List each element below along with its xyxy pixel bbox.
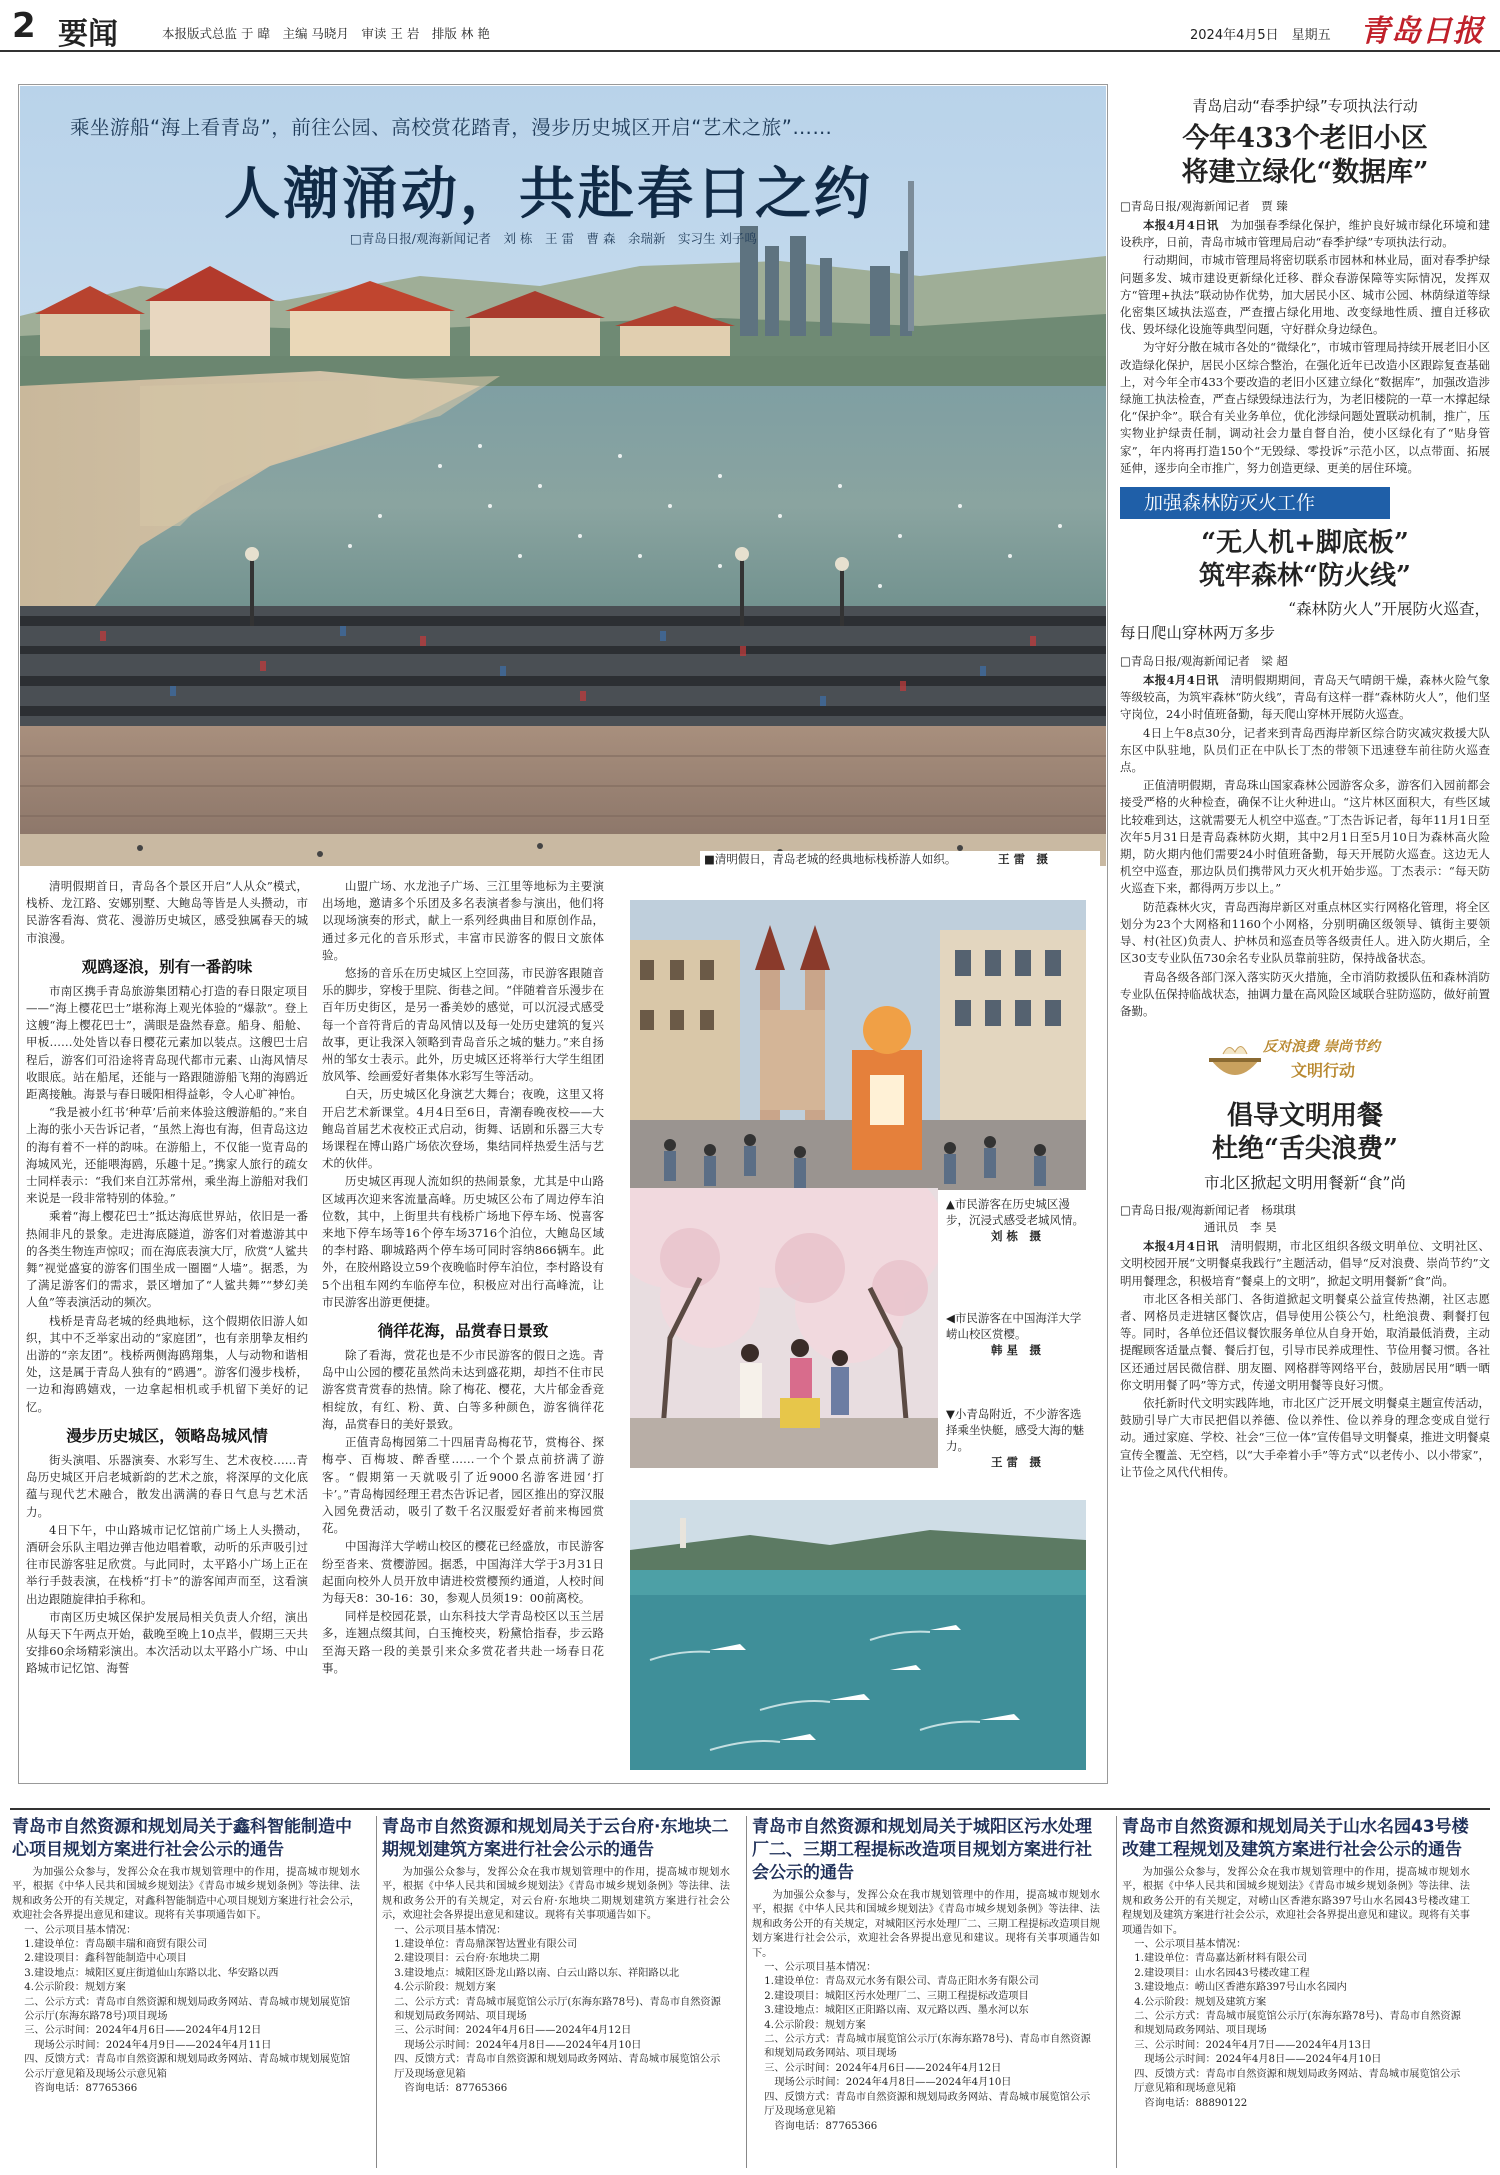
paragraph: 市北区各相关部门、各街道掀起文明餐桌公益宣传热潮，社区志愿者、网格员走进辖区餐饮店，倡导使用公筷公勺，杜绝浪费、剩餐打包等。同时，各单位还倡议餐饮服务单位从自身开始，取消最低消费，主动提醒顾客适量点餐、餐后打包，引导市民养成理性、节俭用餐习惯。各社区还通过居民微信群、朋友圈、网格群等网络平台，鼓励居民用“晒一晒你文明用餐了吗”等方式，传递文明用餐等良好习惯。 — [1120, 1291, 1490, 1392]
article-dining-byline-1: □青岛日报/观海新闻记者 杨琪琪 — [1120, 1203, 1296, 1218]
notice-line: 咨询电话：87765366 — [394, 2083, 508, 2095]
notice-line: 4.公示阶段：规划及建筑方案 — [1134, 1996, 1267, 2008]
header-rule — [0, 50, 1500, 52]
article-dining-body — [1120, 1238, 1490, 1481]
notice-line: 3.建设地点：城阳区夏庄街道仙山东路以北、华安路以西 — [24, 1967, 279, 1979]
paragraph: 青岛各级各部门深入落实防灭火措施，全市消防救援队伍和森林消防专业队伍保持临战状态，抽调力量在高风险区域联合驻防巡防，做好前置备勤。 — [1120, 969, 1490, 1018]
paragraph: 山盟广场、水龙池子广场、三江里等地标为主要演出场地，邀请多个乐团及多名表演者参与演出，他们将以现场演奏的形式，献上一系列经典曲目和原创作品，通过多元化的音乐形式，丰富市民游客的假日文旅体验。 — [322, 879, 604, 962]
paragraph: 清明假期首日，青岛各个景区开启“人从众”模式，栈桥、龙江路、安娜别墅、大鲍岛等皆是人头攒动，市民游客看海、赏花、漫游历史城区，感受独属春天的城市浪漫。 — [26, 879, 308, 945]
notice-line: 2.建设项目：鑫科智能制造中心项目 — [24, 1953, 187, 1965]
subheading: 徜徉花海，品赏春日景致 — [377, 1322, 549, 1341]
forest-fire-banner — [1120, 487, 1390, 519]
paragraph: 白天，历史城区化身演艺大舞台；夜晚，这里又将开启艺术新课堂。4月4日至6日，青潮春晚夜校——大鲍岛首届艺术夜校正式启动，街舞、话剧和乐器三大专场课程在博山路广场依次登场，集结同样热爱生活与艺术的伙伴。 — [322, 1087, 604, 1171]
article-fire-byline: □青岛日报/观海新闻记者 梁 超 — [1120, 654, 1288, 669]
lead-main-caption — [700, 851, 1100, 867]
notice-line: 4.公示阶段：规划方案 — [24, 1982, 126, 1994]
article-fire-body — [1120, 672, 1490, 1020]
notice-line: 一、公示项目基本情况： — [394, 1924, 507, 1936]
caption-credit: 韩 星 摄 — [990, 1343, 1041, 1357]
notice-title: 青岛市自然资源和规划局关于鑫科智能制造中心项目规划方案进行社会公示的通告 — [12, 1817, 352, 1860]
notice-divider — [1116, 1816, 1117, 2168]
notice-title: 青岛市自然资源和规划局关于城阳区污水处理厂二、三期工程提标改造项目规划方案进行社会公示的通告 — [752, 1817, 1092, 1883]
notice-line: 1.建设单位：青岛双元水务有限公司、青岛正阳水务有限公司 — [764, 1976, 1039, 1988]
dateline: 本报4月4日讯 — [1143, 218, 1219, 232]
notice-title: 青岛市自然资源和规划局关于山水名园43号楼改建工程规划及建筑方案进行社会公示的通告 — [1122, 1817, 1469, 1860]
notice-line: 四、反馈方式：青岛市自然资源和规划局政务网站、青岛城市规划展览馆公示厅意见箱及现场公示意见箱 — [24, 2054, 351, 2080]
paragraph: 行动期间，市城市管理局将密切联系市园林和林业局，面对春季护绿问题多发、城市建设更新绿化迁移、群众春游保障等实际情况，发挥双方“管理+执法”联动协作优势，加大居民小区、城市公园、林荫绿道等绿化密集区域执法巡查，严查擅占绿化用地、改变绿地性质、擅自迁移砍伐、毁坏绿化设施等典型问题，守好群众身边绿色。 — [1120, 253, 1490, 337]
notice-line: 现场公示时间：2024年4月8日——2024年4月10日 — [1134, 2054, 1382, 2066]
notice-line: 咨询电话：88890122 — [1134, 2097, 1248, 2109]
lead-kicker: 乘坐游船“海上看青岛”，前往公园、高校赏花踏青，漫步历史城区开启“艺术之旅”…… — [70, 116, 833, 139]
notice-line: 2.建设项目：云台府·东地块二期 — [394, 1953, 540, 1965]
page-header — [0, 0, 1500, 52]
notices-rule — [10, 1808, 1490, 1810]
staff-line: 本报版式总监 于 暐 主编 马晓月 审读 王 岩 排版 林 艳 — [162, 26, 490, 41]
section-title: 要闻 — [58, 17, 118, 52]
subheading: 观鸥逐浪，别有一番韵味 — [81, 957, 253, 976]
article-green-kicker: 青岛启动“春季护绿”专项执法行动 — [1192, 97, 1418, 115]
logo-line-1: 反对浪费 崇尚节约 — [1263, 1039, 1380, 1056]
caption-speedboats — [946, 1406, 1086, 1470]
paragraph: 栈桥是青岛老城的经典地标，这个假期依旧游人如织，其中不乏举家出动的“家庭团”，也有亲朋挚友相约出游的“亲友团”。栈桥两侧海鸥翔集，人与动物和谐相处，这是属于青岛人独有的“鸥遇”。游客们漫步栈桥，一边和海鸥嬉戏，一边拿起相机或手机留下美好的记忆。 — [26, 1313, 308, 1414]
caption-credit: 刘 栋 摄 — [990, 1229, 1041, 1243]
notice-line: 2.建设项目：山水名园43号楼改建工程 — [1134, 1967, 1310, 1979]
paragraph: 历史城区再现人流如织的热闹景象，尤其是中山路区域再次迎来客流量高峰。历史城区公布了周边停车泊位数，其中，上街里共有栈桥广场地下停车场、悦喜客来地下停车场等16个停车场3716个泊位，大鲍岛区域的李村路、聊城路两个停车场可同时容纳866辆车。此外，在胶州路设立59个夜晚临时停车泊位，李村路设有5个出租车网约车临停车位，积极应对出行高峰流，让市民游客出游更便捷。 — [322, 1174, 604, 1309]
notice-line: 三、公示时间：2024年4月6日——2024年4月12日 — [394, 2025, 632, 2037]
paragraph: 4日下午，中山路城市记忆馆前广场上人头攒动，酒研会乐队主唱边弹吉他边唱着歌，动听的乐声吸引过往市民游客驻足欣赏。与此同时，太平路小广场上正在举行手鼓表演，在栈桥“打卡”的游客闻声而至，这看演出边跟随旋律拍手称和。 — [26, 1522, 308, 1606]
lead-text-col-1 — [26, 878, 308, 1679]
notice-line: 现场公示时间：2024年4月9日——2024年4月11日 — [24, 2039, 272, 2051]
bowl-icon — [1205, 1034, 1265, 1090]
article-green-title-1: 今年433个老旧小区 — [1182, 123, 1428, 154]
issue-date: 2024年4月5日 星期五 — [1190, 28, 1331, 43]
lead-headline: 人潮涌动，共赴春日之约 — [224, 161, 873, 227]
caption-text: ■清明假日，青岛老城的经典地标栈桥游人如织。 — [704, 852, 957, 866]
newspaper-logo: 青岛日报 — [1360, 14, 1484, 49]
logo-line-2: 文明行动 — [1291, 1061, 1356, 1081]
paragraph: 乘着“海上樱花巴士”抵达海底世界站，依旧是一番热闹非凡的景象。走进海底隧道，游客们对着遨游其中的各类生物连声惊叹；而在海底表演大厅，欣赏“人鲨共舞”视觉盛宴的游客们围坐成一圈圈“人墙”。据悉，为了满足游客们的需求，景区增加了“人鲨共舞”“梦幻美人鱼”等表演活动的频次。 — [26, 1209, 308, 1310]
paragraph: 本报4月4日讯 清明假期期间，青岛天气晴朗干燥，森林火险气象等级较高，为筑牢森林“防火线”，青岛有这样一群“森林防火人”，他们坚守岗位，24小时值班备勤，每天爬山穿林开展防火巡查。 — [1120, 673, 1490, 722]
notice-divider — [376, 1816, 377, 2168]
notice-line: 3.建设地点：崂山区香港东路397号山水名园内 — [1134, 1982, 1347, 1994]
notice-line: 1.建设单位：青岛颐丰瑞和商贸有限公司 — [24, 1939, 208, 1951]
article-green-body — [1120, 217, 1490, 477]
page-number: 2 — [12, 6, 36, 46]
caption-text: ▲市民游客在历史城区漫步，沉浸式感受老城风情。 — [946, 1197, 1084, 1227]
paragraph: 同样是校园花景，山东科技大学青岛校区以玉兰居多，连翘点缀其间，白玉掩校夹，粉黛恰指春，步云路至海天路一段的美景引来众多赏花者共赴一场春日花事。 — [322, 1609, 604, 1675]
paragraph: 4日上午8点30分，记者来到青岛西海岸新区综合防灾减灾救援大队东区中队驻地，队员们正在中队长丁杰的带领下迅速登车前往防火巡查点。 — [1120, 725, 1490, 775]
notice-line: 4.公示阶段：规划方案 — [394, 1982, 496, 1994]
paragraph: 正值清明假期，青岛珠山国家森林公园游客众多，游客们入园前都会接受严格的火种检查，确保不让火种进山。“这片林区面积大，有些区域比较难到达，这就需要无人机空中巡查。”丁杰告诉记者，每年11月1日至次年5月31日是青岛森林防火期，其中2月1日至5月10日为森林高火险期，防火期内他们需要24小时值班备勤，每天开展防火巡查。这边无人机空中巡查，那边队员们携带风力灭火机开始步巡。丁杰表示：“每天防火巡查下来，都得两万步以上。” — [1120, 778, 1490, 896]
paragraph: 防范森林火灾，青岛西海岸新区对重点林区实行网格化管理，将全区划分为23个大网格和1160个小网格，分别明确区级领导、镇街主要领导、村(社区)负责人、护林员和巡查员等各级责任人。进入防火期后，全区30支专业队伍730余名专业队员靠前驻防，保持战备状态。 — [1120, 899, 1490, 966]
photo-speedboats — [630, 1500, 1086, 1770]
caption-text: ▼小青岛附近，不少游客选择乘坐快艇，感受大海的魅力。 — [946, 1407, 1084, 1453]
notice-line: 四、反馈方式：青岛市自然资源和规划局政务网站、青岛城市展览馆公示厅意见箱和现场意见箱 — [1134, 2068, 1461, 2095]
caption-historic-district — [946, 1196, 1086, 1244]
paragraph: 市南区携手青岛旅游集团精心打造的春日限定项目——“海上樱花巴士”堪称海上观光体验的“爆款”。登上这艘“海上樱花巴士”，满眼是盎然春意。船身、船舱、甲板……处处皆以春日樱花元素加以装点。这艘巴士启程后，游客们可沿途将青岛现代都市元素、山海风情尽收眼底。站在船尾，还能与一路跟随游船飞翔的海鸥近距离接触。海景与春日暖阳相得益彰，令人心旷神怡。 — [26, 983, 308, 1102]
notice-line: 1.建设单位：青岛嘉达新材料有限公司 — [1134, 1953, 1307, 1965]
notice-line: 现场公示时间：2024年4月8日——2024年4月10日 — [394, 2039, 642, 2051]
historic-street-photo — [630, 900, 1086, 1190]
notices-row — [12, 1816, 1490, 2168]
dateline: 本报4月4日讯 — [1143, 1239, 1219, 1254]
article-fire-deck-2: 每日爬山穿林两万多步 — [1120, 624, 1276, 643]
notice-line: 四、反馈方式：青岛市自然资源和规划局政务网站、青岛城市展览馆公示厅及现场意见箱 — [764, 2091, 1091, 2118]
public-notice — [1122, 1816, 1470, 2168]
paragraph: 为守好分散在城市各处的“微绿化”，市城市管理局持续开展老旧小区改造绿化保护，居民小区综合整治，在强化近年已改造小区跟踪复查基础上，对今年全市433个要改造的老旧小区建立绿化“数据库”，加强改造涉绿施工执法检查，严查占绿毁绿违法行为，为老旧楼院的一草一木撑起绿化“保护伞”。联合有关业务单位，优化涉绿问题处置联动机制，推广，压实物业护绿责任制，调动社会力量自督自治，使小区绿化有了“贴身管家”，年内将再打造150个“无毁绿、零投诉”示范小区，以点带面、拓展延伸，逐步向全市推广，努力创造更绿、更美的居住环境。 — [1120, 340, 1490, 475]
article-fire-title-1: “无人机+脚底板” — [1201, 528, 1409, 559]
notice-line: 2.建设项目：城阳区污水处理厂二、三期工程提标改造项目 — [764, 1990, 1029, 2002]
caption-text: ◀市民游客在中国海洋大学崂山校区赏樱。 — [946, 1311, 1082, 1341]
notice-line: 1.建设单位：青岛鼎深智达置业有限公司 — [394, 1939, 578, 1951]
civilized-dining-logo — [1205, 1032, 1405, 1092]
paragraph: 依托新时代文明实践阵地，市北区广泛开展文明餐桌主题宣传活动，鼓励引导广大市民把倡以养德、俭以养性、俭以养身的理念变成自觉行动。通过家庭、学校、社会“三位一体”宣传倡导文明餐桌，推进文明餐桌宣传全覆盖、无空档，以“大手牵着小手”等方式“以老传小、以小带家”，让节俭之风代代相传。 — [1120, 1395, 1490, 1479]
notice-line: 四、反馈方式：青岛市自然资源和规划局政务网站、青岛城市展览馆公示厅及现场意见箱 — [394, 2054, 721, 2080]
article-dining-title-2: 杜绝“舌尖浪费” — [1212, 1134, 1398, 1165]
public-notice — [12, 1816, 360, 2168]
photo-historic-district — [630, 900, 1086, 1190]
notice-line: 二、公示方式：青岛城市展览馆公示厅(东海东路78号)、青岛市自然资源和规划局政务网站、项目现场 — [394, 1996, 721, 2023]
lead-byline: □青岛日报/观海新闻记者 刘 栋 王 雷 曹 森 余瑞新 实习生 刘子鸣 — [350, 231, 757, 246]
notice-divider — [746, 1816, 747, 2168]
article-fire-deck-1: “森林防火人”开展防火巡查， — [1288, 600, 1490, 619]
speedboats-photo — [630, 1500, 1086, 1770]
article-dining-title-1: 倡导文明用餐 — [1226, 1101, 1383, 1132]
caption-cherry-blossom — [946, 1310, 1086, 1358]
paragraph: 除了看海，赏花也是不少市民游客的假日之选。青岛中山公园的樱花虽然尚未达到盛花期，却挡不住市民游客赏青赏春的热情。除了梅花、樱花，大片郁金香竞相绽放，有红、粉、黄、白等多种颜色，游客徜徉花海，品赏春日的美好景致。 — [322, 1348, 604, 1431]
notice-line: 3.建设地点：城阳区正阳路以南、双元路以西、墨水河以东 — [764, 2005, 1029, 2017]
paragraph: “我是被小红书‘种草’后前来体验这艘游船的。”来自上海的张小天告诉记者，“虽然上海也有海，但青岛这边的海有着不一样的韵味。在游船上，不仅能一览青岛的海城风光，还能喂海鸥，乐趣十足。”携家人旅行的疏女士同样表示：“我们来自江苏常州，乘坐海上游船对我们来说是一段非常特别的体验。” — [26, 1105, 308, 1206]
notice-line: 咨询电话：87765366 — [24, 2083, 138, 2095]
public-notice — [752, 1816, 1100, 2168]
right-column — [1120, 95, 1490, 1482]
notice-line: 咨询电话：87765366 — [764, 2120, 878, 2132]
paragraph: 本报4月4日讯 为加强春季绿化保护，维护良好城市绿化环境和建设秩序，日前，青岛市城市管理局启动“春季护绿”专项执法行动。 — [1120, 218, 1490, 250]
notice-intro: 为加强公众参与，发挥公众在我市规划管理中的作用，提高城市规划水平，根据《中华人民共和国城乡规划法》《青岛市城乡规划条例》等法律、法规和政务公开的有关规定，对鑫科智能制造中心项目规划方案进行社会公示，欢迎社会各界提出意见和建议。现将有关事项通告如下。 — [12, 1867, 360, 1922]
dateline: 本报4月4日讯 — [1143, 673, 1219, 688]
notice-line: 3.建设地点：城阳区卧龙山路以南、白云山路以东、祥阳路以北 — [394, 1967, 680, 1979]
photo-cherry-blossom — [630, 1188, 938, 1468]
notice-line: 三、公示时间：2024年4月7日——2024年4月13日 — [1134, 2039, 1372, 2051]
article-green-title-2: 将建立绿化“数据库” — [1181, 157, 1429, 188]
notice-line: 三、公示时间：2024年4月6日——2024年4月12日 — [764, 2062, 1002, 2074]
subheading: 漫步历史城区，领略岛城风情 — [66, 1426, 268, 1445]
notice-line: 现场公示时间：2024年4月8日——2024年4月10日 — [764, 2077, 1012, 2089]
caption-credit: 王 雷 摄 — [998, 852, 1049, 866]
notice-intro: 为加强公众参与，发挥公众在我市规划管理中的作用，提高城市规划水平，根据《中华人民共和国城乡规划法》《青岛市城乡规划条例》等法律、法规和政务公开的有关规定，对城阳区污水处理厂二、三期工程提标改造项目规划方案进行社会公示，欢迎社会各界提出意见和建议。现将有关事项通告如下。 — [752, 1890, 1100, 1959]
notice-line: 一、公示项目基本情况： — [764, 1962, 877, 1974]
notice-line: 三、公示时间：2024年4月6日——2024年4月12日 — [24, 2025, 262, 2037]
article-dining-deck: 市北区掀起文明用餐新“食”尚 — [1204, 1174, 1406, 1193]
paragraph: 本报4月4日讯 清明假期，市北区组织各级文明单位、文明社区、文明校园开展“文明餐桌我践行”主题活动，倡导“反对浪费、崇尚节约”文明用餐理念，积极培育“餐桌上的文明”，掀起文明用餐新“食”尚。 — [1120, 1239, 1490, 1288]
notice-title: 青岛市自然资源和规划局关于云台府·东地块二期规划建筑方案进行社会公示的通告 — [382, 1817, 729, 1860]
article-dining-byline-2: 通讯员 李 昊 — [1204, 1220, 1277, 1235]
paragraph: 中国海洋大学崂山校区的樱花已经盛放，市民游客纷至沓来、赏樱游园。据悉，中国海洋大学于3月31日起面向校外人员开放申请进校赏樱预约通道，人校时间为每天8：30-16：30，参观人员须19：00前离校。 — [322, 1539, 604, 1605]
notice-line: 二、公示方式：青岛城市展览馆公示厅(东海东路78号)、青岛市自然资源和规划局政务网站、项目现场 — [764, 2034, 1091, 2060]
paragraph: 街头演唱、乐器演奏、水彩写生、艺术夜校……青岛历史城区开启老城新韵的艺术之旅，将深厚的文化底蕴与现代艺术融合，散发出满满的春日气息与艺术活力。 — [26, 1452, 308, 1519]
cherry-blossom-photo — [630, 1188, 938, 1468]
notice-line: 二、公示方式：青岛城市展览馆公示厅(东海东路78号)、青岛市自然资源和规划局政务网站、项目现场 — [1134, 2011, 1461, 2037]
article-green-byline: □青岛日报/观海新闻记者 贾 臻 — [1120, 199, 1288, 213]
paragraph: 市南区历史城区保护发展局相关负责人介绍，演出从每天下午两点开始，截晚至晚上10点半，假期三天共安排60余场精彩演出。本次活动以太平路小广场、中山路城市记忆馆、海誓 — [26, 1609, 308, 1676]
notice-line: 4.公示阶段：规划方案 — [764, 2019, 866, 2031]
notice-line: 一、公示项目基本情况： — [24, 1924, 137, 1936]
notice-line: 一、公示项目基本情况： — [1134, 1939, 1247, 1951]
notice-intro: 为加强公众参与，发挥公众在我市规划管理中的作用，提高城市规划水平，根据《中华人民共和国城乡规划法》《青岛市城乡规划条例》等法律、法规和政务公开的有关规定，对云台府·东地块二期规划建筑方案进行社会公示，欢迎社会各界提出意见和建议。现将有关事项通告如下。 — [382, 1867, 730, 1922]
paragraph: 悠扬的音乐在历史城区上空回荡，市民游客跟随音乐的脚步，穿梭于里院、街巷之间。“伴随着音乐漫步在百年历史街区，是另一番美妙的感觉，可以沉浸式感受每一个音符背后的青岛风情以及每一处历史建筑的复兴故事，更让我深入领略到青岛音乐之城的魅力。”来自扬州的邹女士表示。此外，历史城区还将举行大学生组团放风筝、绘画爱好者集体水彩写生等活动。 — [322, 966, 604, 1084]
lead-text-col-2 — [322, 878, 604, 1678]
caption-credit: 王 雷 摄 — [990, 1455, 1041, 1469]
notice-line: 二、公示方式：青岛市自然资源和规划局政务网站、青岛城市规划展览馆公示厅(东海东路78号)项目现场 — [24, 1996, 351, 2023]
paragraph: 正值青岛梅园第二十四届青岛梅花节，赏梅谷、探梅亭、百梅坡、醉香壁……一个个景点前挤满了游客。“假期第一天就吸引了近9000名游客进园‘打卡’。”青岛梅园经理王君杰告诉记者，园区推出的穿汉服入园免费活动，吸引了数千名汉服爱好者前来梅园赏花。 — [322, 1435, 604, 1536]
public-notice — [382, 1816, 730, 2168]
banner-text: 加强森林防灭火工作 — [1144, 492, 1316, 515]
article-fire-title-2: 筑牢森林“防火线” — [1199, 561, 1411, 592]
notice-intro: 为加强公众参与，发挥公众在我市规划管理中的作用，提高城市规划水平，根据《中华人民共和国城乡规划法》《青岛市城乡规划条例》等法律、法规和政务公开的有关规定，对崂山区香港东路397号山水名园43号楼改建工程规划及建筑方案进行社会公示，欢迎社会各界提出意见和建议。现将有关事项通告如下。 — [1122, 1867, 1470, 1936]
